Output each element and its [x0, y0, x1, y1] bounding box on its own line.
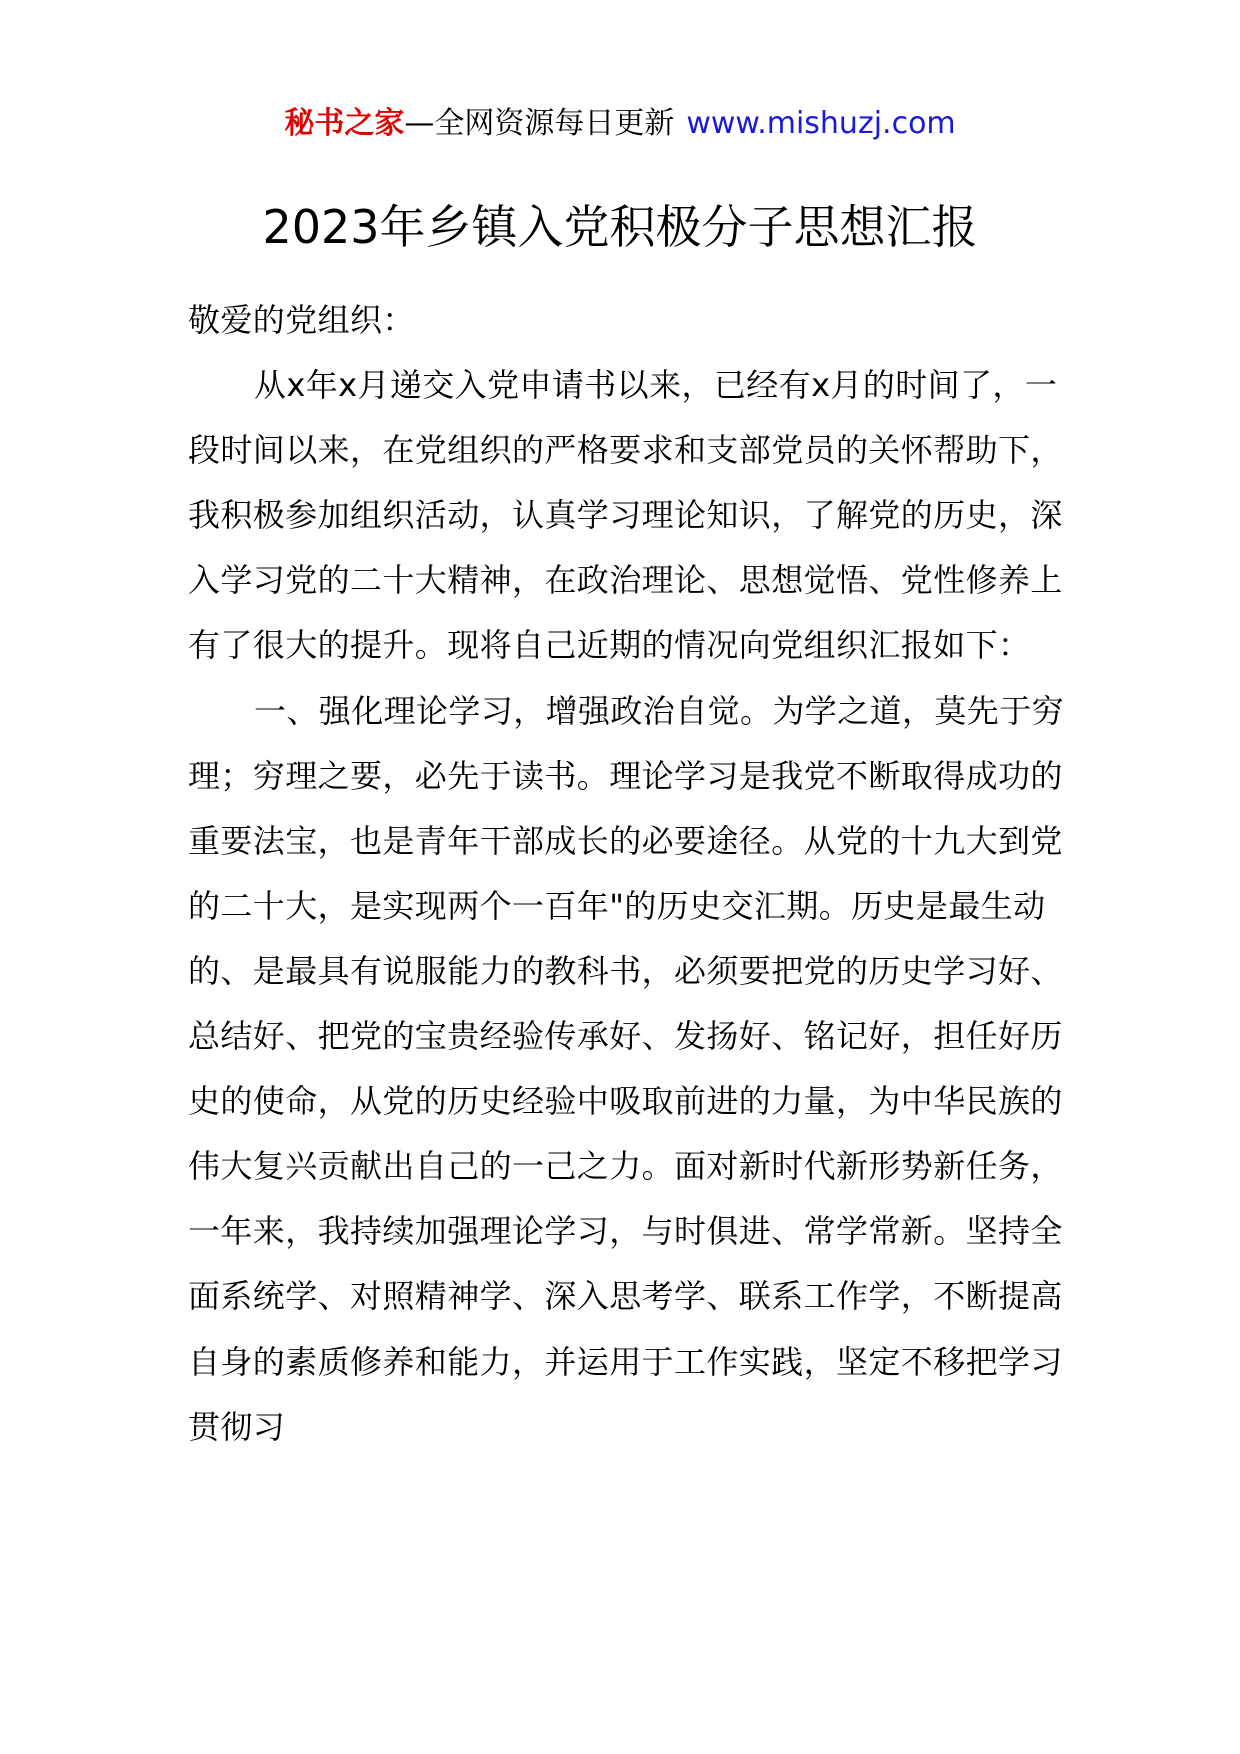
site-header — [0, 100, 1240, 148]
document-body — [188, 288, 1064, 1460]
header-tagline: —全网资源每日更新 — [404, 106, 675, 141]
salutation: 敬爱的党组织： — [188, 301, 415, 339]
document-title: 2023年乡镇入党积极分子思想汇报 — [262, 200, 978, 254]
brand-name: 秘书之家 — [284, 106, 405, 141]
paragraph-intro: 从x年x月递交入党申请书以来，已经有x月的时间了，一段时间以来，在党组织的严格要求和支部党员的关怀帮助下，我积极参加组织活动，认真学习理论知识，了解党的历史，深入学习党的二十大精神，在政治理论、思想觉悟、党性修养上有了很大的提升。现将自己近期的情况向党组织汇报如下： — [188, 366, 1063, 665]
paragraph-section-one: 一、强化理论学习，增强政治自觉。为学之道，莫先于穷理；穷理之要，必先于读书。理论学习是我党不断取得成功的重要法宝，也是青年干部成长的必要途径。从党的十九大到党的二十大，是实现两个一百年"的历史交汇期。历史是最生动的、是最具有说服能力的教科书，必须要把党的历史学习好、总结好、把党的宝贵经验传承好、发扬好、铭记好，担任好历史的使命，从党的历史经验中吸取前进的力量，为中华民族的伟大复兴贡献出自己的一己之力。面对新时代新形势新任务，一年来，我持续加强理论学习，与时俱进、常学常新。坚持全面系统学、对照精神学、深入思考学、联系工作学，不断提高自身的素质修养和能力，并运用于工作实践，坚定不移把学习贯彻习 — [188, 691, 1065, 1446]
site-url-link[interactable]: www.mishuzj.com — [686, 106, 956, 141]
